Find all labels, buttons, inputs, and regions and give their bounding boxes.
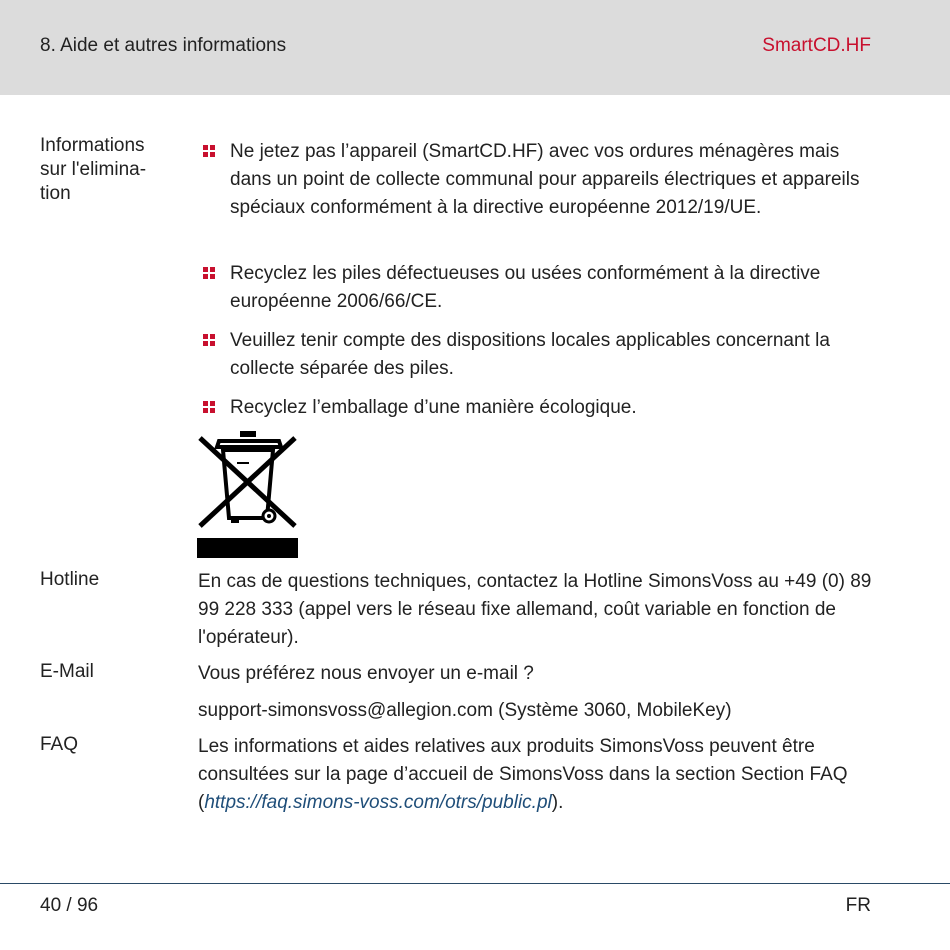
page-number: 40 / 96 (40, 895, 99, 916)
list-item (198, 394, 878, 422)
crossed-out-bin-icon (197, 430, 298, 558)
product-name: SmartCD.HF (762, 35, 871, 56)
list-item-text: Recyclez les piles défectueuses ou usées conformément à la directive européenne 2006/66/CE. (230, 263, 821, 312)
hotline-label: Hotline (40, 569, 100, 590)
bullet-icon (203, 145, 215, 157)
email-intro: Vous préférez nous envoyer un e-mail ? (198, 663, 534, 684)
faq-text (198, 733, 878, 817)
list-item (198, 138, 878, 222)
page-header (0, 0, 950, 95)
bullet-icon (203, 267, 215, 279)
bullet-icon (203, 401, 215, 413)
list-item-text: Ne jetez pas l’appareil (SmartCD.HF) avec vos ordures ménagères mais dans un point de collecte communal pour appareils électriques et appareils spéciaux conformément à la directive européenne 2012/19/UE. (230, 141, 860, 218)
footer-divider (0, 883, 950, 884)
chapter-title: 8. Aide et autres informations (40, 35, 287, 56)
faq-text-after: ). (551, 792, 564, 813)
faq-label: FAQ (40, 734, 79, 755)
hotline-text: En cas de questions techniques, contactez la Hotline SimonsVoss au +49 (0) 89 99 228 333 (appel vers le réseau fixe allemand, coût variable en fonction de l'opérateur). (198, 571, 872, 648)
language-code: FR (845, 895, 871, 916)
list-item (198, 327, 878, 383)
email-address: support-simonsvoss@allegion.com (Système 3060, MobileKey) (198, 700, 732, 721)
disposal-label: Informations sur l'elimina-tion (40, 135, 147, 204)
bullet-icon (203, 334, 215, 346)
email-label: E-Mail (40, 661, 94, 682)
list-item-text: Recyclez l’emballage d’une manière écologique. (230, 397, 637, 418)
faq-link[interactable]: https://faq.simons-voss.com/otrs/public.pl (204, 792, 552, 813)
faq-text-before: Les informations et aides relatives aux produits SimonsVoss peuvent être consultées sur la page d’accueil de SimonsVoss dans la section Section FAQ ( (198, 736, 848, 813)
list-item (198, 260, 878, 316)
list-item-text: Veuillez tenir compte des dispositions locales applicables concernant la collecte séparée des piles. (230, 330, 830, 379)
